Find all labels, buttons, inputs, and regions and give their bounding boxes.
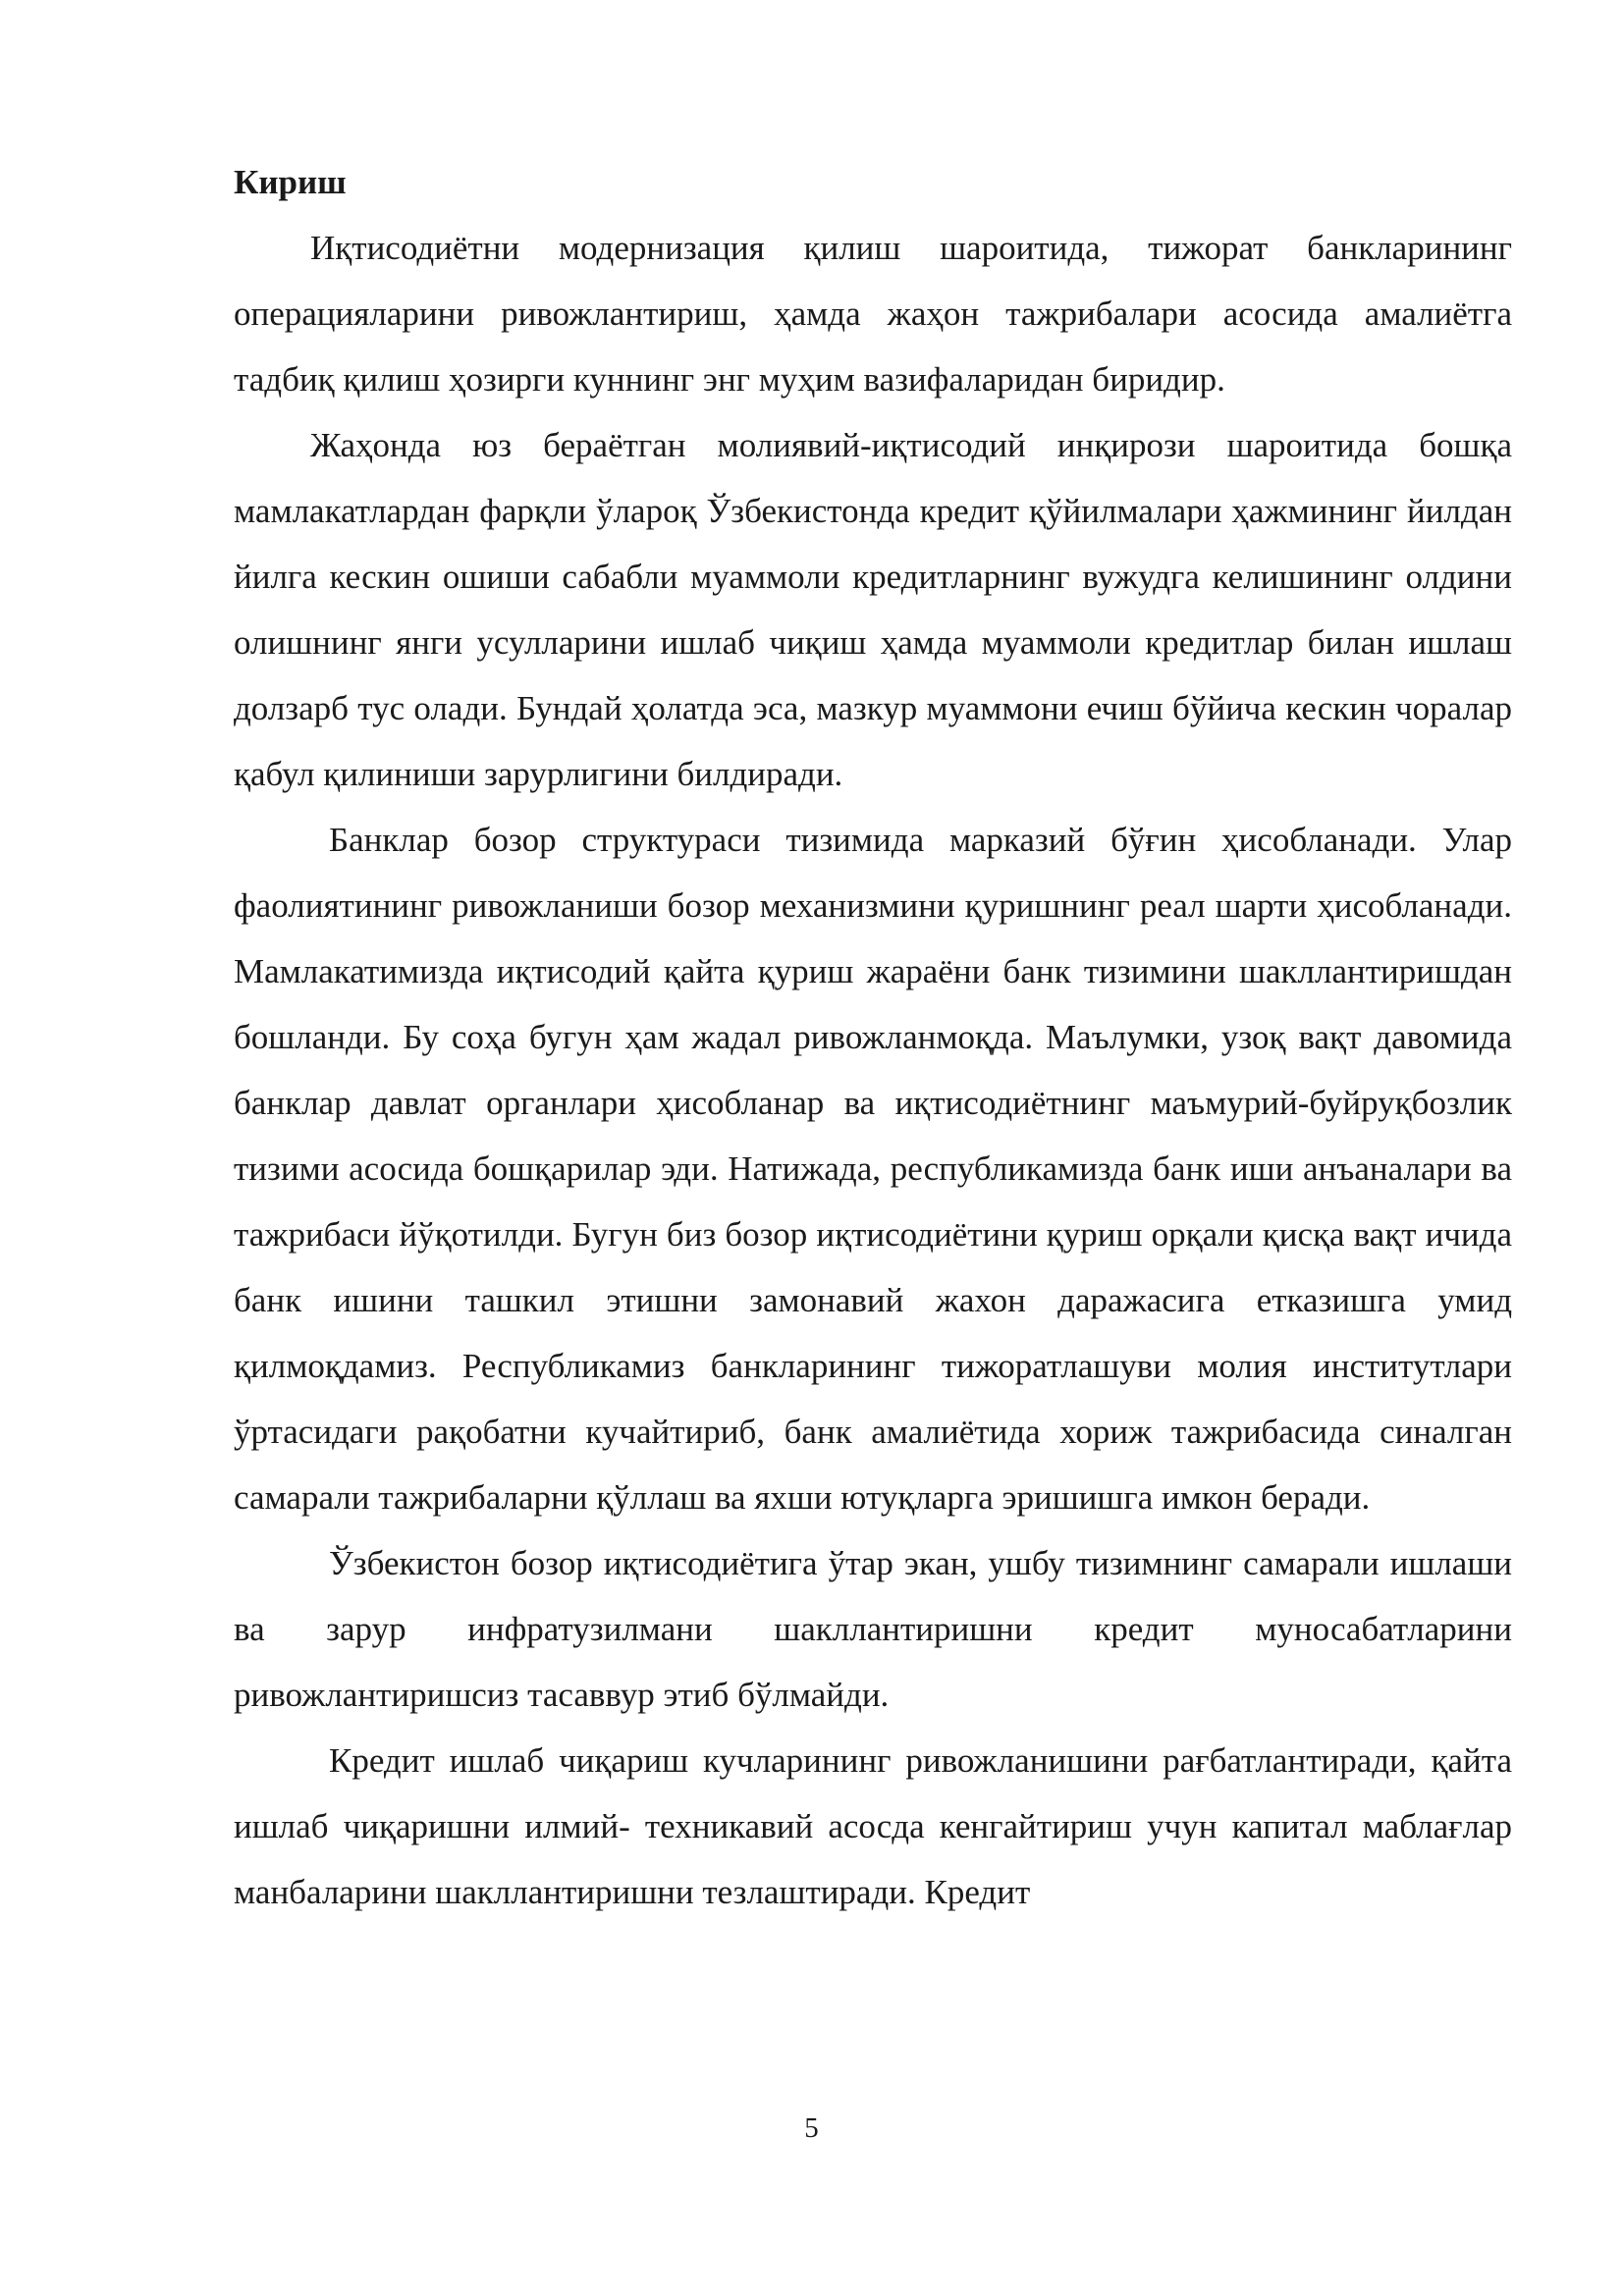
section-heading: Кириш [234, 163, 347, 201]
paragraph-3: Банклар бозор структураси тизимида марказий бўғин ҳисобланади. Улар фаолиятининг ривожланиши бозор механизмини қуришнинг реал шарти ҳисобланади. Мамлакатимизда иқтисодий қайта қуриш жараёни банк тизимини шакллантиришдан бошланди. Бу соҳа бугун ҳам жадал ривожланмоқда. Маълумки, узоқ вақт давомида банклар давлат органлари ҳисобланар ва иқтисодиётнинг маъмурий-буйруқбозлик тизими асосида бошқарилар эди. Натижада, республикамизда банк иши анъаналари ва тажрибаси йўқотилди. Бугун биз бозор иқтисодиётини қуриш орқали қисқа вақт ичида банк ишини ташкил этишни замонавий жахон даражасига етказишга умид қилмоқдамиз. Республикамиз банкларининг тижоратлашуви молия институтлари ўртасидаги рақобатни кучайтириб, банк амалиётида хориж тажрибасида синалган самарали тажрибаларни қўллаш ва яхши ютуқларга эришишга имкон беради. [234, 821, 1512, 1517]
page-number: 5 [804, 2112, 819, 2144]
document-body [234, 149, 1512, 1925]
paragraph-4: Ўзбекистон бозор иқтисодиётига ўтар экан, ушбу тизимнинг самарали ишлаши ва зарур инфратузилмани шакллантиришни кредит муносабатларини ривожлантиришсиз тасаввур этиб бўлмайди. [234, 1544, 1512, 1714]
paragraph-1: Иқтисодиётни модернизация қилиш шароитида, тижорат банкларининг операцияларини ривожлантириш, ҳамда жаҳон тажрибалари асосида амалиётга тадбиқ қилиш ҳозирги куннинг энг муҳим вазифаларидан биридир. [234, 229, 1512, 399]
paragraph-5: Кредит ишлаб чиқариш кучларининг ривожланишини рағбатлантиради, қайта ишлаб чиқаришни илмий- техникавий асосда кенгайтириш учун капитал маблағлар манбаларини шакллантиришни тезлаштиради. Кредит [234, 1741, 1512, 1911]
paragraph-2: Жаҳонда юз бераётган молиявий-иқтисодий инқирози шароитида бошқа мамлакатлардан фарқли ўлароқ Ўзбекистонда кредит қўйилмалари ҳажмининг йилдан йилга кескин ошиши сабабли муаммоли кредитларнинг вужудга келишининг олдини олишнинг янги усулларини ишлаб чиқиш ҳамда муаммоли кредитлар билан ишлаш долзарб тус олади. Бундай ҳолатда эса, мазкур муаммони ечиш бўйича кескин чоралар қабул қилиниши зарурлигини билдиради. [234, 426, 1512, 793]
